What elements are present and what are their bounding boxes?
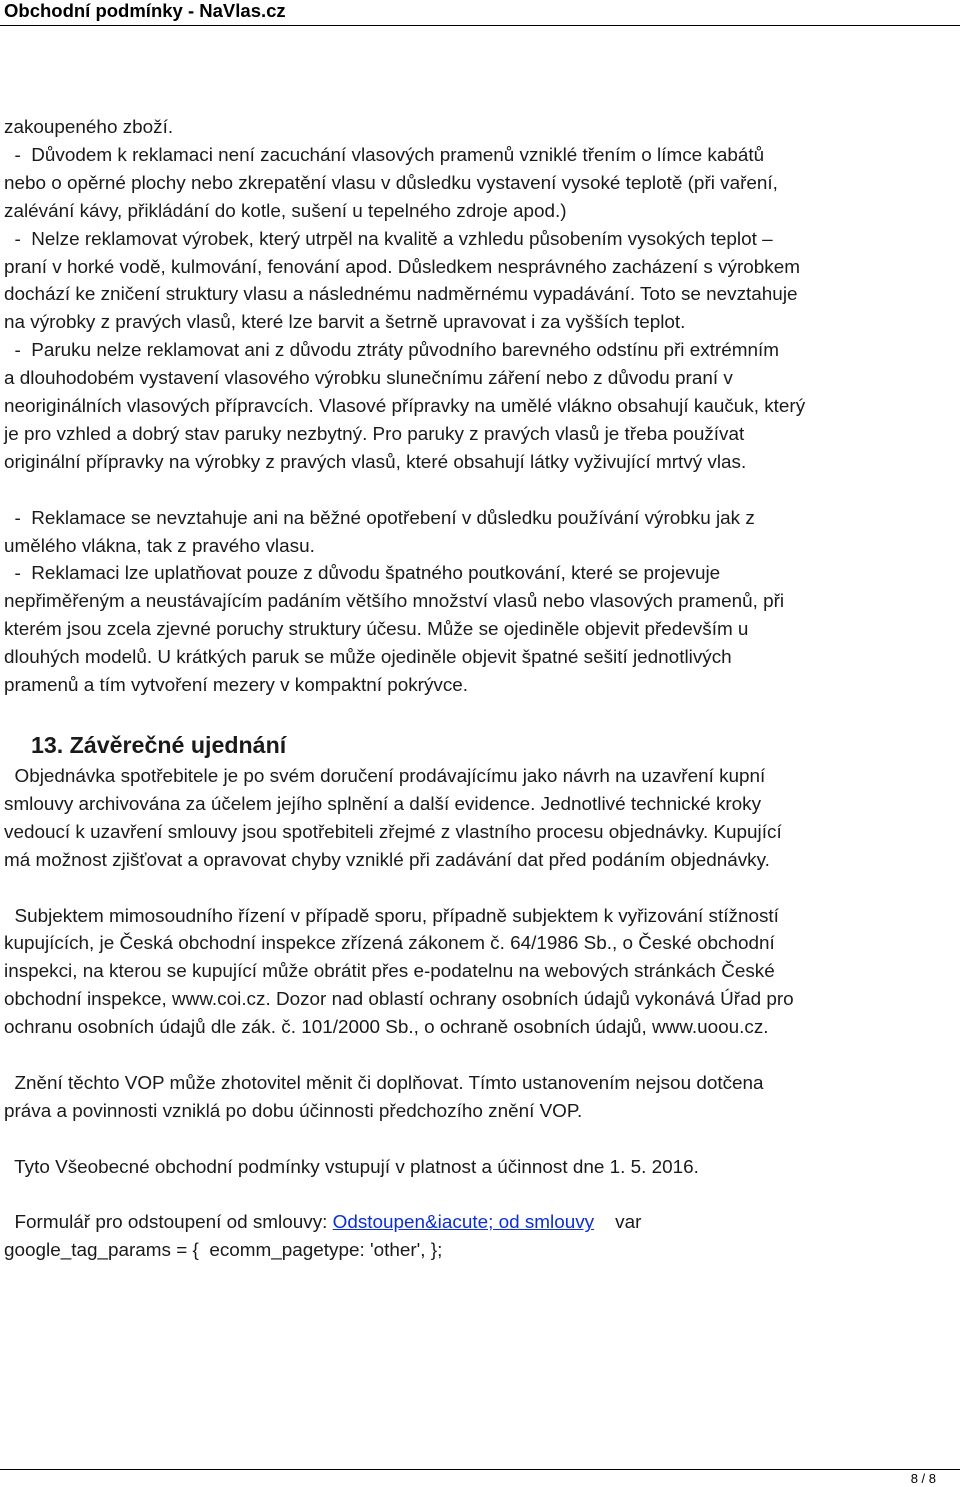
text-line: dlouhých modelů. U krátkých paruk se může ojediněle objevit špatné sešití jednotlivých — [4, 647, 732, 669]
text-line: kupujících, je Česká obchodní inspekce zřízená zákonem č. 64/1986 Sb., o České obchodní — [4, 933, 775, 955]
text-line: inspekci, na kterou se kupující může obrátit přes e-podatelnu na webových stránkách České — [4, 961, 775, 983]
text-line: je pro vzhled a dobrý stav paruky nezbytný. Pro paruky z pravých vlasů je třeba používat — [4, 423, 745, 445]
text-line: pramenů a tím vytvoření mezery v kompaktní pokrývce. — [4, 675, 469, 697]
text-line: Tyto Všeobecné obchodní podmínky vstupují v platnost a účinnost dne 1. 5. 2016. — [4, 1156, 699, 1178]
text-line: Subjektem mimosoudního řízení v případě sporu, případně subjektem k vyřizování stížností — [4, 905, 779, 927]
text-line: nepřiměřeným a neustávajícím padáním většího množství vlasů nebo vlasových pramenů, při — [4, 591, 785, 613]
page-number: 8 / 8 — [910, 1471, 936, 1486]
form-line — [4, 1209, 956, 1237]
text-line: vedoucí k uzavření smlouvy jsou spotřebiteli zřejmé z vlastního procesu objednávky. Kupující — [4, 821, 782, 843]
text-line: umělého vlákna, tak z pravého vlasu. — [4, 535, 315, 557]
document-body — [4, 114, 956, 1265]
footer-divider — [0, 1469, 960, 1470]
text-line: dochází ke zničení struktury vlasu a následnému nadměrnému vypadávání. Toto se nevztahuje — [4, 284, 798, 306]
text-line: obchodní inspekce, www.coi.cz. Dozor nad oblastí ochrany osobních údajů vykonává Úřad pro — [4, 989, 794, 1011]
text-line: a dlouhodobém vystavení vlasového výrobku slunečnímu záření nebo z důvodu praní v — [4, 368, 733, 390]
withdrawal-form-link[interactable]: Odstoupen&iacute; od smlouvy — [332, 1212, 595, 1234]
text-line: ochranu osobních údajů dle zák. č. 101/2000 Sb., o ochraně osobních údajů, www.uoou.cz. — [4, 1017, 769, 1039]
text-line: Objednávka spotřebitele je po svém doručení prodávajícímu jako návrh na uzavření kupní — [4, 766, 766, 788]
text-line: nebo o opěrné plochy nebo zkrepatění vlasu v důsledku vystavení vysoké teplotě (při vaření, — [4, 172, 778, 194]
text-line: - Nelze reklamovat výrobek, který utrpěl na kvalitě a vzhledu působením vysokých teplot – — [4, 228, 773, 250]
text-line: má možnost zjišťovat a opravovat chyby vzniklé při zadávání dat před podáním objednávky. — [4, 849, 770, 871]
text-line: - Reklamace se nevztahuje ani na běžné opotřebení v důsledku používání výrobku jak z — [4, 507, 755, 529]
text-line: neoriginálních vlasových přípravcích. Vlasové přípravky na umělé vlákno obsahují kaučuk, který — [4, 396, 806, 418]
text-line: google_tag_params = { ecomm_pagetype: 'other', }; — [4, 1240, 443, 1262]
text-line: zalévání kávy, přikládání do kotle, sušení u tepelného zdroje apod.) — [4, 200, 567, 222]
text-line: na výrobky z pravých vlasů, které lze barvit a šetrně upravovat i za vyšších teplot. — [4, 312, 686, 334]
text-line: zakoupeného zboží. — [4, 117, 174, 138]
text-line: kterém jsou zcela zjevné poruchy struktury účesu. Může se ojediněle objevit především u — [4, 619, 749, 641]
form-label: Formulář pro odstoupení od smlouvy: — [4, 1212, 333, 1234]
document-title: Obchodní podmínky - NaVlas.cz — [4, 0, 286, 21]
text-line: smlouvy archivována za účelem jejího splnění a další evidence. Jednotlivé technické kroky — [4, 793, 762, 815]
text-line: originální přípravky na výrobky z pravých vlasů, které obsahují látky vyživující mrtvý vlas. — [4, 451, 747, 473]
section-heading: 13. Závěrečné ujednání — [31, 732, 287, 759]
script-fragment: var — [594, 1212, 642, 1234]
text-line: Znění těchto VOP může zhotovitel měnit či doplňovat. Tímto ustanovením nejsou dotčena — [4, 1072, 764, 1094]
text-line: - Důvodem k reklamaci není zacuchání vlasových pramenů vzniklé třením o límce kabátů — [4, 144, 765, 166]
text-line: - Reklamaci lze uplatňovat pouze z důvodu špatného poutkování, které se projevuje — [4, 563, 721, 585]
text-line: praní v horké vodě, kulmování, fenování apod. Důsledkem nesprávného zacházení s výrobkem — [4, 256, 800, 278]
page-header — [0, 0, 960, 26]
text-line: - Paruku nelze reklamovat ani z důvodu ztráty původního barevného odstínu při extrémním — [4, 340, 779, 362]
text-line: práva a povinnosti vzniklá po dobu účinnosti předchozího znění VOP. — [4, 1100, 583, 1122]
